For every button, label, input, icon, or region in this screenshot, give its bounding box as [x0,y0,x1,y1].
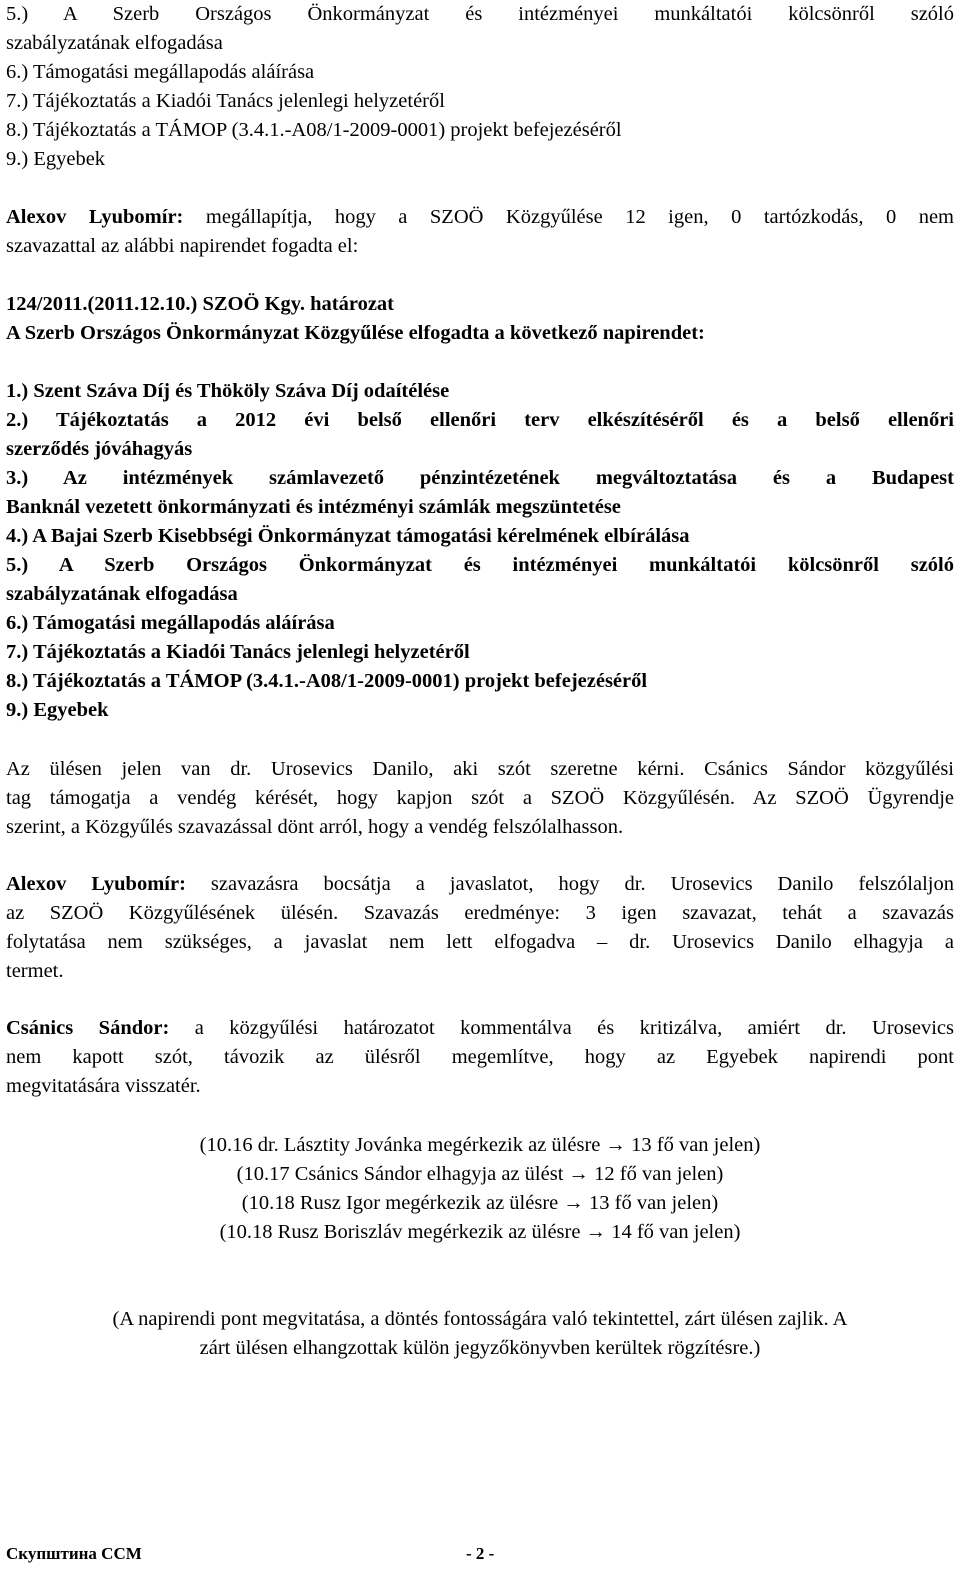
closed-session-note [6,1305,954,1363]
top-agenda-item: 9.) Egyebek [6,148,106,170]
vote-paragraph [6,870,954,986]
resolution-number [6,290,954,319]
vote-text: szavazattal az alábbi napirendet fogadta el: [6,235,359,257]
vote-statement-line [6,203,954,232]
speaker-name: Alexov Lyubomír: [6,873,186,895]
paragraph-text: a közgyűlési határozatot kommentálva és kritizálva, amiért dr. Urosevics [169,1017,954,1039]
departure-paragraph [6,1014,954,1101]
top-agenda-item: 8.) Tájékoztatás a TÁMOP (3.4.1.-A08/1-2009-0001) projekt befejezéséről [6,119,622,141]
paragraph-line: Az ülésen jelen van dr. Urosevics Danilo, aki szót szeretne kérni. Csánics Sándor közgyűlési [6,758,954,780]
paragraph-line [6,1014,954,1043]
top-agenda-item: 7.) Tájékoztatás a Kiadói Tanács jelenlegi helyzetéről [6,90,445,112]
resolution-agenda-item: 2.) Tájékoztatás a 2012 évi belső ellenőri terv elkészítéséről és a belső ellenőri [6,409,954,431]
resolution-number-text: 124/2011.(2011.12.10.) SZOÖ Kgy. határozat [6,293,394,315]
speaker-name: Csánics Sándor: [6,1017,170,1039]
paragraph-line: folytatása nem szükséges, a javaslat nem lett elfogadva – dr. Urosevics Danilo elhagyja a [6,931,954,953]
resolution-agenda-item: 8.) Tájékoztatás a TÁMOP (3.4.1.-A08/1-2009-0001) projekt befejezéséről [6,670,648,692]
paragraph-line: tag támogatja a vendég kérését, hogy kapjon szót a SZOÖ Közgyűlésén. Az SZOÖ Ügyrendje [6,787,954,809]
attendance-note: (10.17 Csánics Sándor elhagyja az ülést → 12 fő van jelen) [236,1163,724,1185]
closing-line: zárt ülésen elhangzottak külön jegyzőkönyvben kerültek rögzítésre.) [199,1337,761,1359]
resolution-agenda-item: 9.) Egyebek [6,699,109,721]
resolution-agenda-item: 1.) Szent Száva Díj és Thököly Száva Díj odaítélése [6,380,450,402]
paragraph-line: nem kapott szót, távozik az ülésről megemlítve, hogy az Egyebek napirendi pont [6,1046,954,1068]
resolution-agenda-item: 6.) Támogatási megállapodás aláírása [6,612,335,634]
resolution-agenda-list [6,377,954,725]
resolution-agenda-item: szerződés jóváhagyás [6,438,193,460]
speaker-name: Alexov Lyubomír: [6,206,184,228]
guest-paragraph [6,755,954,842]
top-agenda-item: 5.) A Szerb Országos Önkormányzat és intézményei munkáltatói kölcsönről szóló [6,3,954,25]
closing-line: (A napirendi pont megvitatása, a döntés fontosságára való tekintettel, zárt ülésen zajlik. A [112,1308,848,1330]
paragraph-line: szerint, a Közgyűlés szavazással dönt arról, hogy a vendég felszólalhasson. [6,816,624,838]
resolution-agenda-item: 3.) Az intézmények számlavezető pénzintézetének megváltoztatása és a Budapest [6,467,954,489]
page-number: - 2 - [466,1544,495,1563]
paragraph-text: szavazásra bocsátja a javaslatot, hogy dr. Urosevics Danilo felszólaljon [185,873,954,895]
top-agenda-item: 6.) Támogatási megállapodás aláírása [6,61,315,83]
footer-organization: Скупштина ССМ [6,1544,142,1563]
paragraph-line: termet. [6,960,64,982]
attendance-note: (10.16 dr. Lásztity Jovánka megérkezik az ülésre → 13 fő van jelen) [199,1134,761,1156]
resolution-intro: A Szerb Országos Önkormányzat Közgyűlése elfogadta a következő napirendet: [6,322,705,344]
top-agenda-list [6,0,954,174]
vote-text: megállapítja, hogy a SZOÖ Közgyűlése 12 igen, 0 tartózkodás, 0 nem [183,206,954,228]
resolution-agenda-item: szabályzatának elfogadása [6,583,238,605]
resolution-agenda-item: 5.) A Szerb Országos Önkormányzat és intézményei munkáltatói kölcsönről szóló [6,554,954,576]
attendance-notes [6,1131,954,1247]
resolution-agenda-item: Banknál vezetett önkormányzati és intézményi számlák megszüntetése [6,496,621,518]
vote-statement [6,203,954,261]
resolution-agenda-item: 4.) A Bajai Szerb Kisebbségi Önkormányzat támogatási kérelmének elbírálása [6,525,690,547]
attendance-note: (10.18 Rusz Igor megérkezik az ülésre → 13 fő van jelen) [241,1192,719,1214]
paragraph-line [6,870,954,899]
paragraph-line: megvitatására visszatér. [6,1075,201,1097]
top-agenda-item: szabályzatának elfogadása [6,32,223,54]
attendance-note: (10.18 Rusz Boriszláv megérkezik az ülésre → 14 fő van jelen) [219,1221,741,1243]
resolution-block [6,290,954,348]
resolution-agenda-item: 7.) Tájékoztatás a Kiadói Tanács jelenlegi helyzetéről [6,641,470,663]
paragraph-line: az SZOÖ Közgyűlésének ülésén. Szavazás eredménye: 3 igen szavazat, tehát a szavazás [6,902,954,924]
